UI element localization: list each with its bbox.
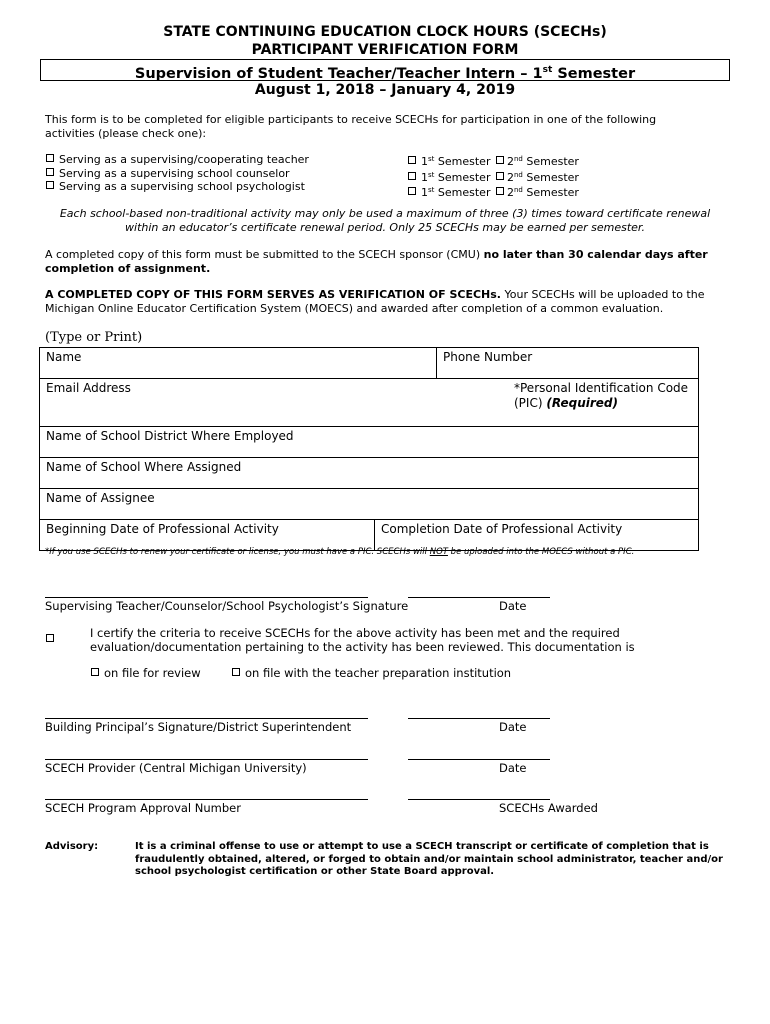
submission-deadline: no later than 30 calendar days after completion of assignment. bbox=[45, 248, 708, 275]
checkbox[interactable] bbox=[46, 168, 54, 176]
role-option[interactable] bbox=[46, 153, 386, 167]
phone-field[interactable] bbox=[437, 348, 697, 378]
pic-note bbox=[45, 547, 745, 557]
principal-signature-line[interactable] bbox=[45, 718, 368, 719]
phone-label: Phone Number bbox=[443, 350, 533, 364]
checkbox-second-semester[interactable] bbox=[496, 156, 504, 164]
school-field[interactable] bbox=[40, 458, 698, 488]
second-label: Semester bbox=[522, 155, 579, 168]
form-title: STATE CONTINUING EDUCATION CLOCK HOURS (SCECHs) bbox=[163, 24, 607, 40]
table-row bbox=[40, 427, 698, 458]
advisory-text: It is a criminal offense to use or attempt to use a SCECH transcript or certificate of completion that is fraudulently obtained, altered, or forged to obtain and/or maintain school administrator, teacher and/or school psychologist certification or other State Board approval. bbox=[135, 841, 723, 877]
provider-date-line[interactable] bbox=[408, 759, 550, 760]
form-subtitle: PARTICIPANT VERIFICATION FORM bbox=[251, 42, 519, 58]
first-num: 1 bbox=[421, 170, 428, 184]
first-label: Semester bbox=[434, 186, 491, 199]
principal-date-line[interactable] bbox=[408, 718, 550, 719]
approval-number-label: SCECH Program Approval Number bbox=[45, 801, 241, 815]
first-label: Semester bbox=[434, 155, 491, 168]
name-field[interactable] bbox=[40, 348, 436, 378]
role-option[interactable] bbox=[46, 180, 386, 194]
program-title-box bbox=[40, 59, 730, 81]
checkbox-first-semester[interactable] bbox=[408, 156, 416, 164]
certify-checkbox[interactable] bbox=[46, 628, 59, 647]
provider-label: SCECH Provider (Central Michigan University) bbox=[45, 761, 307, 775]
second-num: 2 bbox=[506, 186, 514, 199]
submission-text bbox=[45, 248, 725, 275]
on-file-institution-label: on file with the teacher preparation institution bbox=[245, 666, 512, 680]
program-title: Supervision of Student Teacher/Teacher Intern – 1 bbox=[134, 66, 543, 82]
first-sup: st bbox=[428, 170, 435, 179]
table-row bbox=[40, 458, 698, 489]
semester-row bbox=[408, 169, 628, 185]
second-num: 2 bbox=[506, 155, 514, 168]
verification-bold: A COMPLETED COPY OF THIS FORM SERVES AS VERIFICATION OF SCECHs. bbox=[45, 288, 501, 301]
on-file-review-option[interactable] bbox=[91, 666, 201, 680]
type-or-print: (Type or Print) bbox=[45, 330, 143, 345]
on-file-review-label: on file for review bbox=[104, 666, 201, 680]
second-sup: nd bbox=[513, 186, 523, 194]
provider-line[interactable] bbox=[45, 759, 368, 760]
role-label: Serving as a supervising school psychologist bbox=[59, 180, 305, 193]
end-date-field[interactable] bbox=[375, 520, 697, 550]
advisory-label: Advisory: bbox=[45, 841, 99, 852]
verification-rest: Your SCECHs will be uploaded to the Michigan Online Educator Certification System (MOECS) and awarded after completion of a common evaluation. bbox=[45, 288, 705, 315]
school-label: Name of School Where Assigned bbox=[46, 460, 242, 474]
table-row bbox=[40, 489, 698, 520]
semester-list bbox=[408, 153, 628, 200]
checkbox[interactable] bbox=[46, 154, 54, 162]
principal-date-label: Date bbox=[499, 720, 527, 734]
checkbox-first-semester[interactable] bbox=[408, 187, 416, 195]
end-date-label: Completion Date of Professional Activity bbox=[381, 522, 623, 536]
pic-label: *Personal Identification Code (PIC) bbox=[514, 381, 689, 410]
certify-text: I certify the criteria to receive SCECHs for the above activity has been met and the required evaluation/documentation pertaining to the activity has been reviewed. This documentation is bbox=[90, 626, 635, 654]
first-num: 1 bbox=[421, 186, 428, 199]
submission-lead: A completed copy of this form must be submitted to the SCECH sponsor (CMU) bbox=[45, 248, 484, 261]
approval-number-line[interactable] bbox=[45, 799, 368, 800]
checkbox[interactable] bbox=[232, 668, 240, 676]
role-label: Serving as a supervising/cooperating teacher bbox=[59, 153, 309, 166]
program-title-end: Semester bbox=[552, 66, 636, 82]
first-sup: st bbox=[428, 155, 435, 163]
district-label: Name of School District Where Employed bbox=[46, 429, 294, 443]
program-dates: August 1, 2018 – January 4, 2019 bbox=[254, 82, 516, 98]
participant-info-table bbox=[39, 347, 699, 551]
checkbox[interactable] bbox=[46, 181, 54, 189]
semester-row bbox=[408, 184, 628, 200]
first-num: 1 bbox=[421, 155, 428, 168]
checkbox-second-semester[interactable] bbox=[496, 172, 504, 180]
scechs-awarded-line[interactable] bbox=[408, 799, 550, 800]
first-sup: st bbox=[428, 186, 435, 194]
supervisor-signature-label: Supervising Teacher/Counselor/School Psychologist’s Signature bbox=[45, 599, 409, 613]
second-num: 2 bbox=[506, 170, 514, 184]
assignee-field[interactable] bbox=[40, 489, 698, 519]
role-option[interactable] bbox=[46, 167, 386, 181]
name-label: Name bbox=[46, 350, 82, 364]
provider-date-label: Date bbox=[499, 761, 527, 775]
second-label: Semester bbox=[522, 170, 579, 184]
scechs-awarded-label: SCECHs Awarded bbox=[499, 801, 598, 815]
email-field[interactable] bbox=[40, 379, 508, 426]
pic-field[interactable] bbox=[508, 379, 698, 426]
intro-text: This form is to be completed for eligible participants to receive SCECHs for participation in one of the following activities (please check one): bbox=[45, 113, 657, 140]
principal-signature-label: Building Principal’s Signature/District Superintendent bbox=[45, 720, 352, 734]
pic-required: (Required) bbox=[546, 396, 618, 410]
second-sup: nd bbox=[513, 170, 523, 179]
supervisor-date-line[interactable] bbox=[408, 597, 550, 598]
role-list bbox=[46, 153, 386, 194]
pic-note-a: *If you use SCECHs to renew your certificate or license, you must have a PIC. SCECHs will bbox=[45, 547, 430, 557]
begin-date-label: Beginning Date of Professional Activity bbox=[46, 522, 279, 536]
second-sup: nd bbox=[513, 155, 523, 163]
second-label: Semester bbox=[522, 186, 579, 199]
supervisor-signature-line[interactable] bbox=[45, 597, 368, 598]
pic-note-b: be uploaded into the MOECS without a PIC. bbox=[447, 547, 635, 557]
first-label: Semester bbox=[434, 170, 491, 184]
begin-date-field[interactable] bbox=[40, 520, 374, 550]
program-title-sup: st bbox=[542, 65, 553, 75]
on-file-institution-option[interactable] bbox=[232, 666, 511, 680]
district-field[interactable] bbox=[40, 427, 698, 457]
role-label: Serving as a supervising school counselor bbox=[59, 166, 290, 180]
verification-text bbox=[45, 288, 725, 315]
checkbox-second-semester[interactable] bbox=[496, 187, 504, 195]
checkbox[interactable] bbox=[46, 634, 54, 642]
table-row bbox=[40, 379, 698, 427]
pic-note-not: NOT bbox=[429, 547, 448, 557]
checkbox-first-semester[interactable] bbox=[408, 172, 416, 180]
checkbox[interactable] bbox=[91, 668, 99, 676]
semester-row bbox=[408, 153, 628, 169]
email-label: Email Address bbox=[46, 381, 131, 395]
renewal-notice: Each school-based non-traditional activity may only be used a maximum of three (3) times toward certificate renewal within an educator’s certificate renewal period. Only 25 SCECHs may be earned per semester. bbox=[59, 207, 711, 234]
supervisor-date-label: Date bbox=[499, 599, 527, 613]
table-row bbox=[40, 348, 698, 379]
assignee-label: Name of Assignee bbox=[46, 491, 155, 505]
